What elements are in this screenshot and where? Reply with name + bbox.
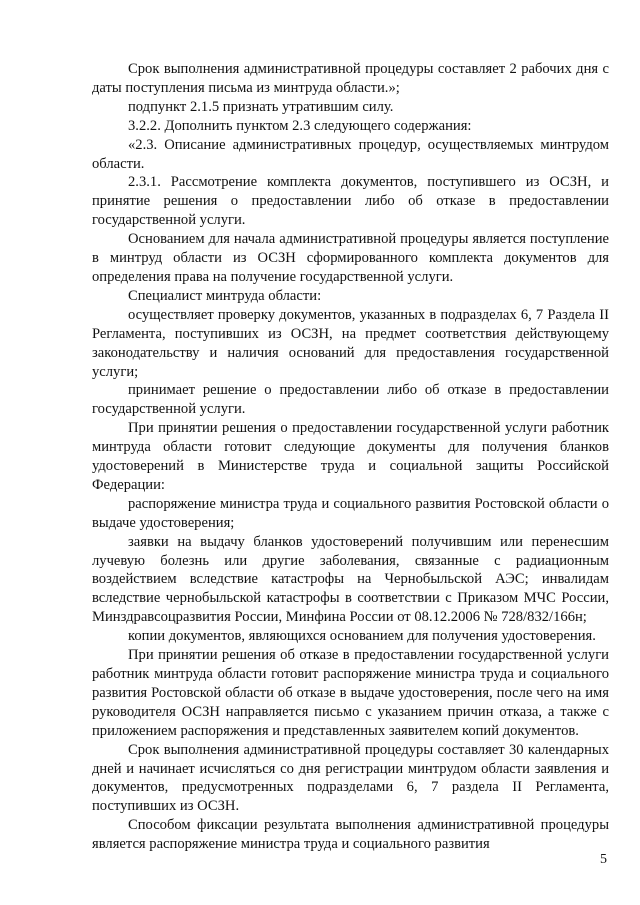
paragraph: «2.3. Описание административных процедур, осуществляемых минтрудом области. <box>92 136 609 172</box>
paragraph: подпункт 2.1.5 признать утратившим силу. <box>128 98 394 115</box>
paragraph: При принятии решения о предоставлении государственной услуги работник минтруда области готовит следующие документы для получения бланков удостоверений в Министерстве труда и социальной защиты Российской Федерации: <box>92 420 609 493</box>
paragraph: Способом фиксации результата выполнения административной процедуры является распоряжение министра труда и социального развития <box>92 817 609 853</box>
paragraph: Основанием для начала административной процедуры является поступление в минтруд области из ОСЗН сформированного комплекта документов для определения права на получение государственной услуги. <box>92 231 609 285</box>
paragraph: Срок выполнения административной процедуры составляет 2 рабочих дня с даты поступления письма из минтруда области.»; <box>92 61 609 96</box>
paragraph: осуществляет проверку документов, указанных в подразделах 6, 7 Раздела II Регламента, поступивших из ОСЗН, на предмет соответствия действующему законодательству и наличия оснований для предоставления государственной услуги; <box>92 306 609 380</box>
paragraph: Специалист минтруда области: <box>128 287 322 304</box>
paragraph: копии документов, являющихся основанием для получения удостоверения. <box>128 628 596 645</box>
paragraph: Срок выполнения административной процедуры составляет 30 календарных дней и начинает исчисляться со дня регистрации минтрудом области заявления и документов, предусмотренных подразделами 6, 7 раздела II Регламента, поступивших из ОСЗН. <box>92 741 609 815</box>
page-number: 5 <box>600 852 607 867</box>
paragraph: заявки на выдачу бланков удостоверений получившим или перенесшим лучевую болезнь или другие заболевания, связанные с радиационным воздействием вследствие катастрофы на Чернобыльской АЭС; инвалидам вследствие чернобыльской катастрофы в соответствии с Приказом МЧС России, Минздравсоцразвития России, Минфина России от 08.12.2006 № 728/832/166н; <box>92 533 609 626</box>
paragraph: распоряжение министра труда и социального развития Ростовской области о выдаче удостоверения; <box>92 495 609 531</box>
paragraph: принимает решение о предоставлении либо об отказе в предоставлении государственной услуги. <box>92 382 609 418</box>
paragraph: 3.2.2. Дополнить пунктом 2.3 следующего содержания: <box>128 117 472 134</box>
paragraph: 2.3.1. Рассмотрение комплекта документов, поступившего из ОСЗН, и принятие решения о предоставлении либо об отказе в предоставлении государственной услуги. <box>92 174 609 229</box>
paragraph: При принятии решения об отказе в предоставлении государственной услуги работник минтруда области готовит распоряжение министра труда и социального развития Ростовской области об отказе в выдаче удостоверения, после чего на имя руководителя ОСЗН направляется письмо с указанием причин отказа, а также с приложением распоряжения и представленных заявителем копий документов. <box>92 647 609 739</box>
document-body <box>92 60 609 854</box>
